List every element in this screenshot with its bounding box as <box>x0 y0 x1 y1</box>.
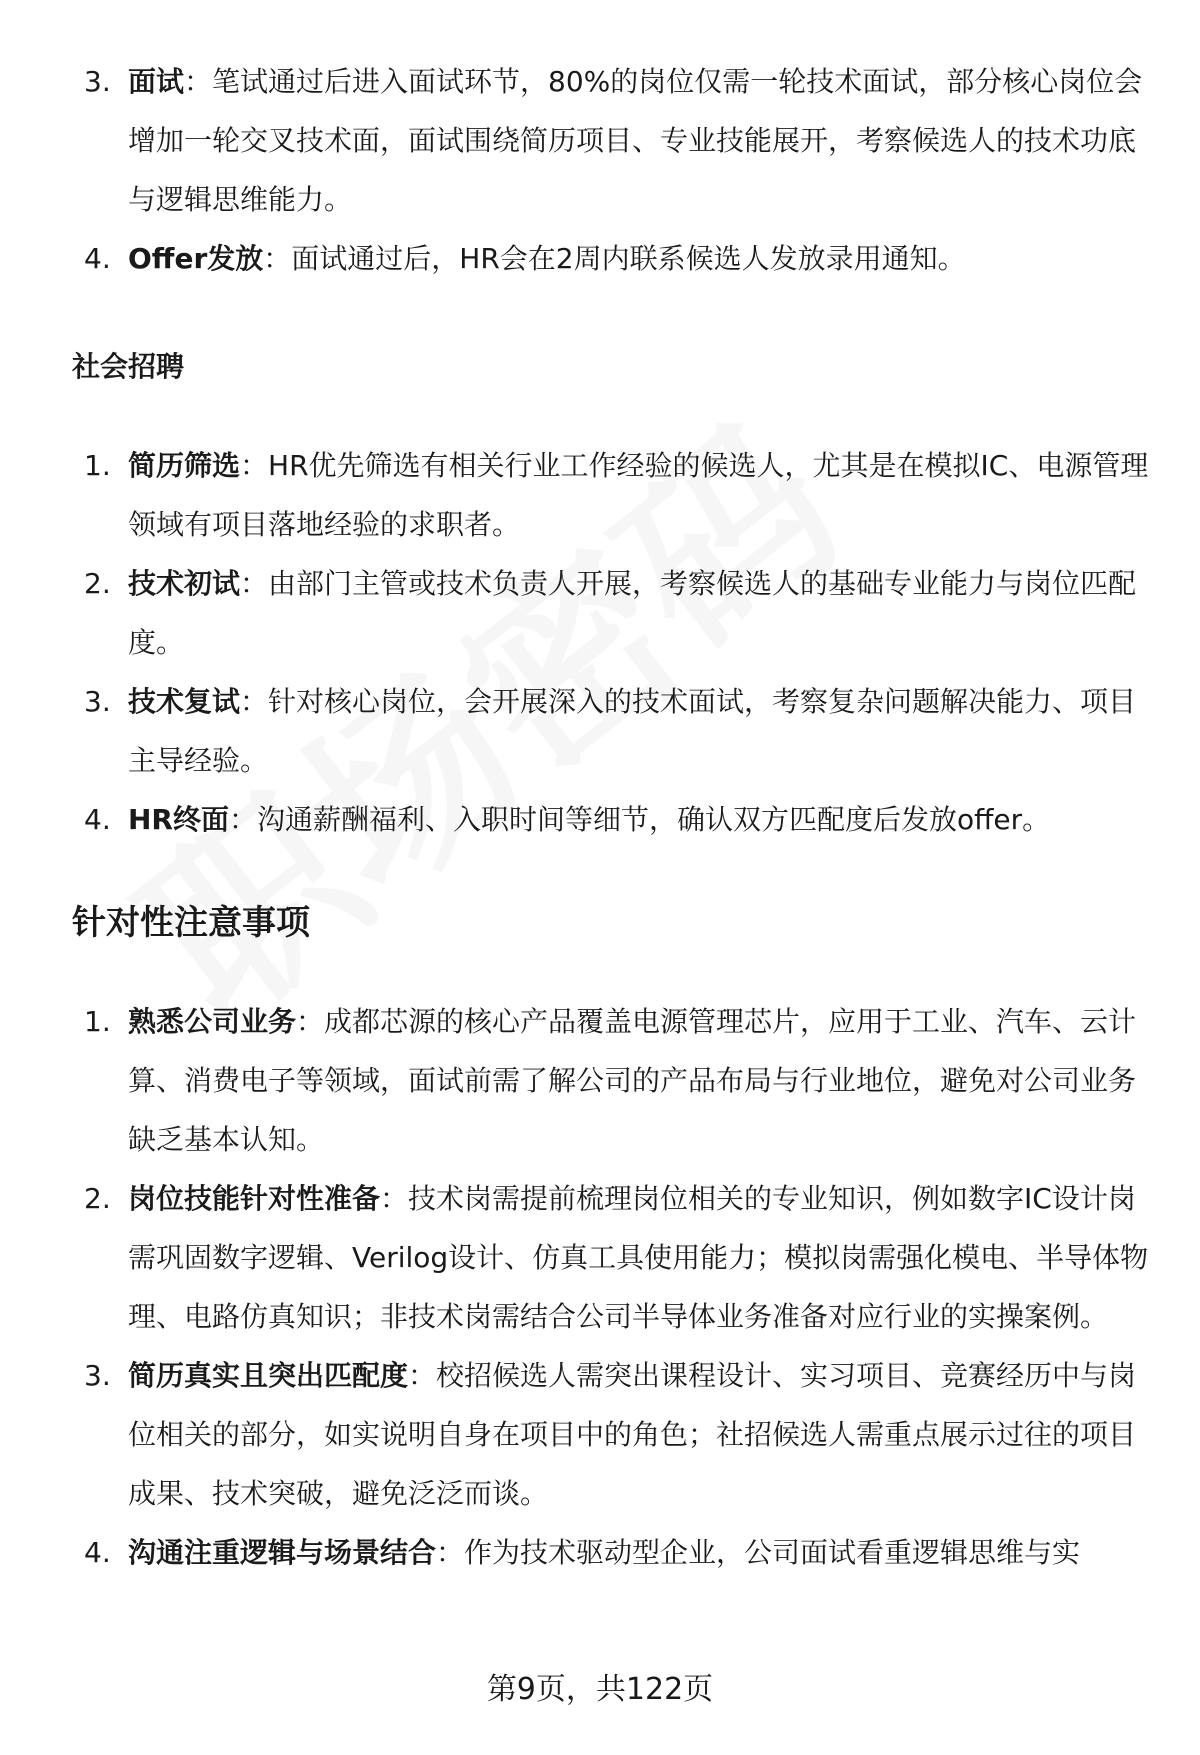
social-steps-list <box>0 436 1200 849</box>
item-text: ：由部门主管或技术负责人开展，考察候选人的基础专业能力与岗位匹配度。 <box>128 567 1137 659</box>
notes-list <box>0 992 1200 1582</box>
list-item <box>0 672 1200 790</box>
item-number: 2. <box>84 567 111 600</box>
item-text: ：技术岗需提前梳理岗位相关的专业知识，例如数字IC设计岗需巩固数字逻辑、Verilog设计、仿真工具使用能力；模拟岗需强化模电、半导体物理、电路仿真知识；非技术岗需结合公司半导体业务准备对应行业的实操案例。 <box>128 1182 1149 1333</box>
item-text: ：面试通过后，HR会在2周内联系候选人发放录用通知。 <box>263 242 966 275</box>
list-item <box>0 1346 1200 1523</box>
item-number: 1. <box>84 1005 111 1038</box>
item-text: ：作为技术驱动型企业，公司面试看重逻辑思维与实 <box>436 1536 1081 1569</box>
item-number: 4. <box>84 803 111 836</box>
item-term: 面试 <box>128 65 185 98</box>
item-number: 4. <box>84 242 111 275</box>
item-text: ：成都芯源的核心产品覆盖电源管理芯片，应用于工业、汽车、云计算、消费电子等领域，面试前需了解公司的产品布局与行业地位，避免对公司业务缺乏基本认知。 <box>128 1005 1137 1156</box>
list-item <box>0 436 1200 554</box>
list-item <box>0 790 1200 849</box>
list-item <box>0 1523 1200 1582</box>
item-number: 4. <box>84 1536 111 1569</box>
item-number: 2. <box>84 1182 111 1215</box>
list-item <box>0 554 1200 672</box>
campus-steps-list <box>0 52 1200 288</box>
list-item <box>0 52 1200 229</box>
list-item <box>0 1169 1200 1346</box>
item-term: 技术复试 <box>128 685 241 718</box>
list-item <box>0 229 1200 288</box>
item-term: 岗位技能针对性准备 <box>128 1182 381 1215</box>
item-number: 3. <box>84 685 111 718</box>
page-number: 第9页，共122页 <box>486 1672 714 1707</box>
section-heading-social: 社会招聘 <box>72 350 185 383</box>
item-text: ：针对核心岗位，会开展深入的技术面试，考察复杂问题解决能力、项目主导经验。 <box>128 685 1137 777</box>
item-term: 技术初试 <box>128 567 241 600</box>
item-text: ：校招候选人需突出课程设计、实习项目、竞赛经历中与岗位相关的部分，如实说明自身在项目中的角色；社招候选人需重点展示过往的项目成果、技术突破，避免泛泛而谈。 <box>128 1359 1137 1510</box>
item-term: 简历真实且突出匹配度 <box>128 1359 409 1392</box>
item-number: 3. <box>84 65 111 98</box>
item-text: ：笔试通过后进入面试环节，80%的岗位仅需一轮技术面试，部分核心岗位会增加一轮交叉技术面，面试围绕简历项目、专业技能展开，考察候选人的技术功底与逻辑思维能力。 <box>128 65 1143 216</box>
item-text: ：HR优先筛选有相关行业工作经验的候选人，尤其是在模拟IC、电源管理领域有项目落地经验的求职者。 <box>128 449 1149 541</box>
item-number: 3. <box>84 1359 111 1392</box>
section-heading-notes: 针对性注意事项 <box>72 903 310 943</box>
item-term: 简历筛选 <box>128 449 241 482</box>
item-term: 沟通注重逻辑与场景结合 <box>128 1536 437 1569</box>
item-term: 熟悉公司业务 <box>128 1005 297 1038</box>
item-text: ：沟通薪酬福利、入职时间等细节，确认双方匹配度后发放offer。 <box>229 803 1051 836</box>
item-term: Offer发放 <box>128 242 264 275</box>
item-number: 1. <box>84 449 111 482</box>
list-item <box>0 992 1200 1169</box>
item-term: HR终面 <box>128 803 229 836</box>
